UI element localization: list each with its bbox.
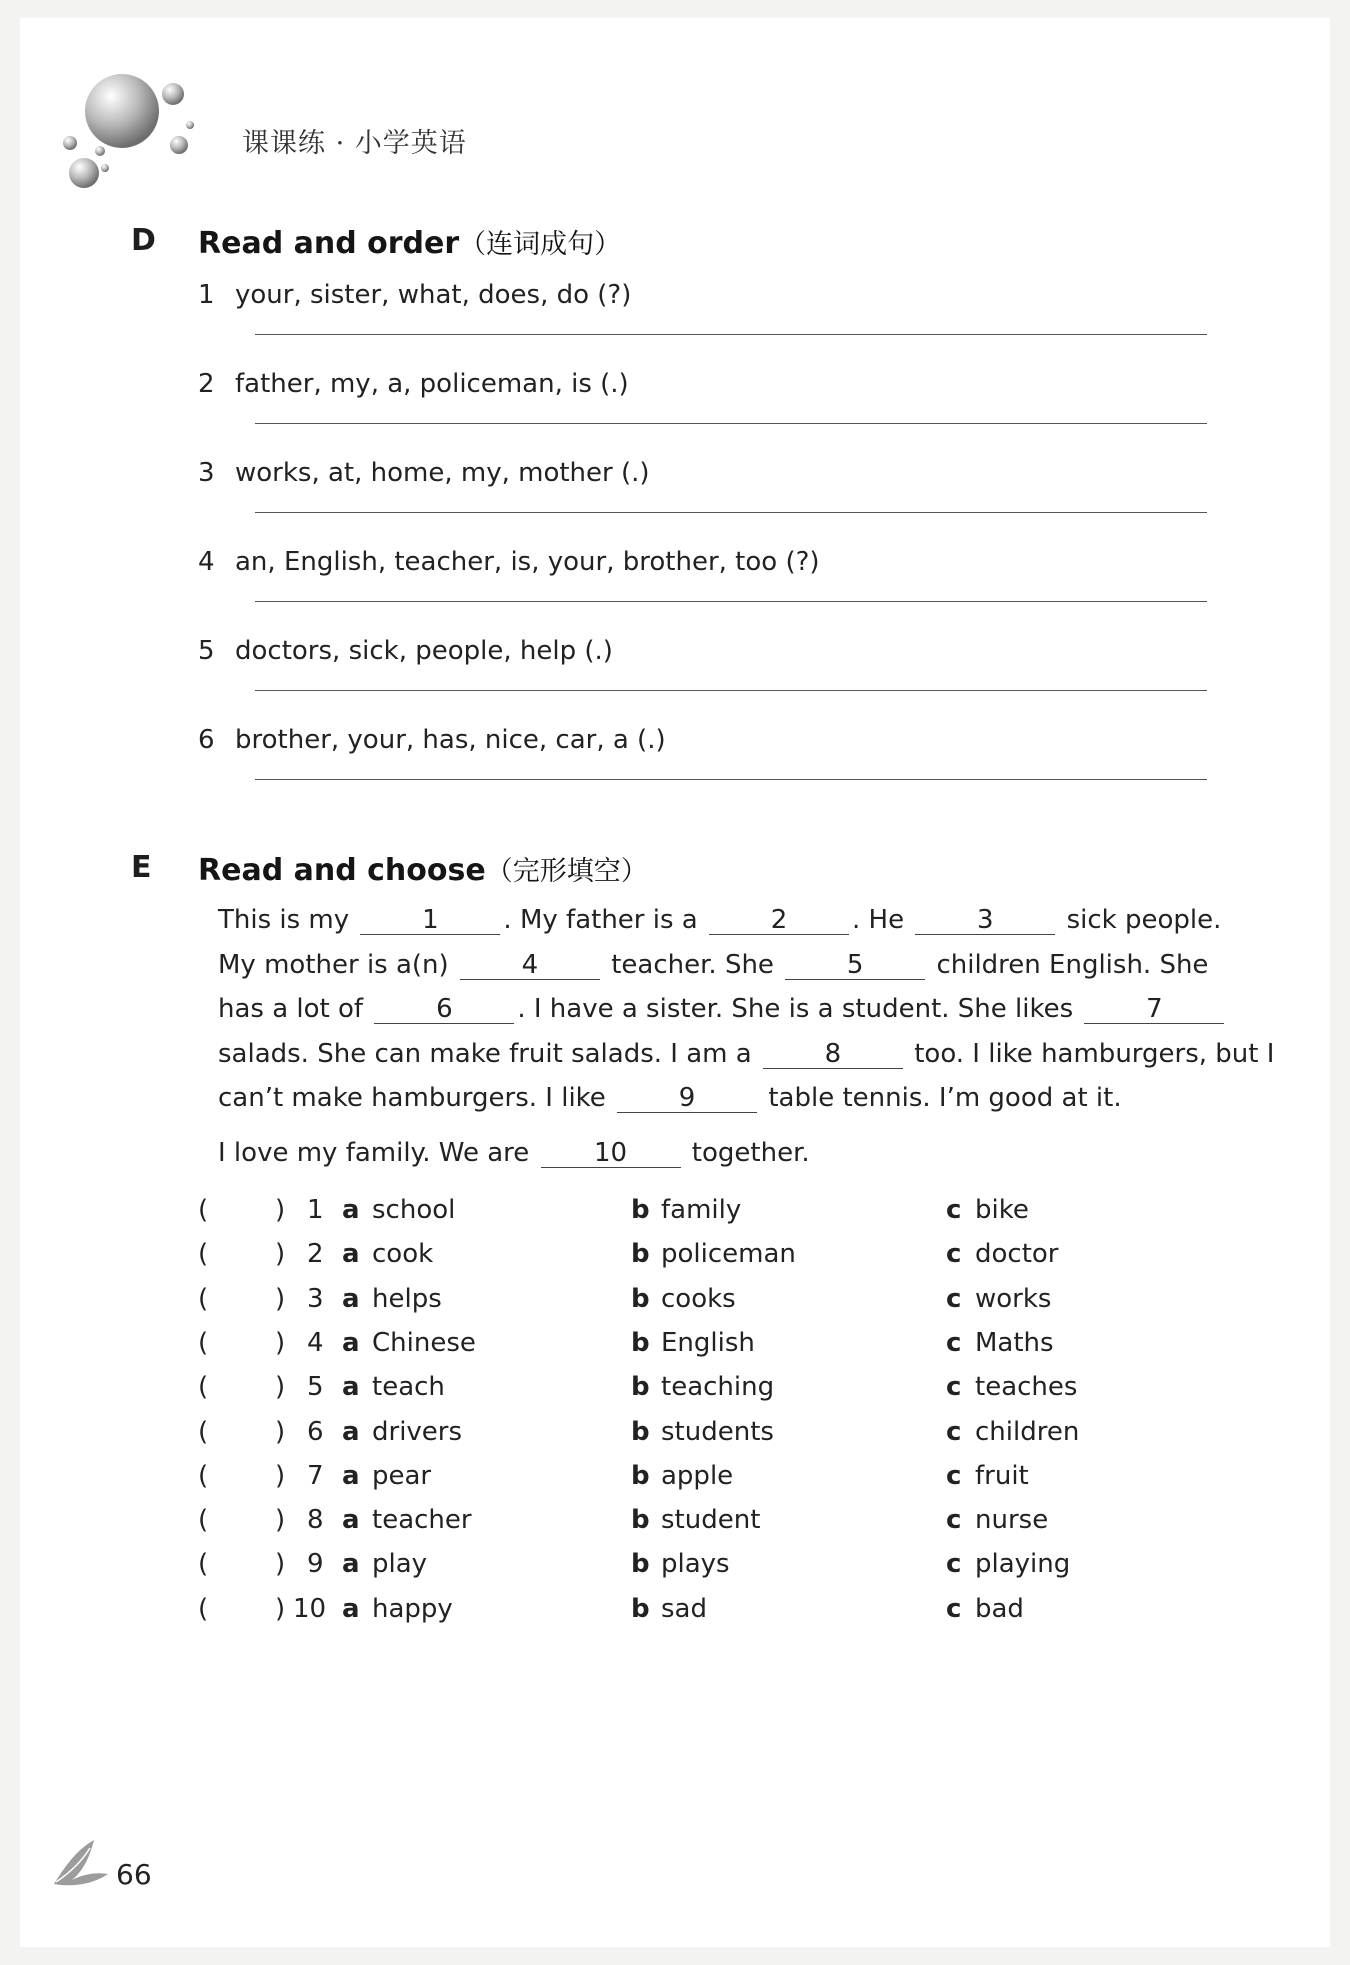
blank-4[interactable]: 4 — [460, 951, 600, 980]
passage-text: children English. She — [936, 949, 1209, 980]
option-b-label: b — [631, 1460, 650, 1491]
option-row — [20, 1328, 1330, 1372]
option-c[interactable]: fruit — [975, 1460, 1029, 1491]
answer-paren-close[interactable]: ) — [275, 1239, 286, 1270]
option-a[interactable]: pear — [372, 1460, 432, 1491]
section-d-title — [198, 222, 621, 261]
question-number: 1 — [307, 1195, 324, 1225]
option-c[interactable]: bad — [975, 1593, 1024, 1624]
item-text: your, sister, what, does, do (?) — [235, 280, 632, 310]
answer-paren-close[interactable]: ) — [275, 1416, 286, 1447]
leaf-icon — [50, 1838, 114, 1888]
option-b[interactable]: sad — [661, 1593, 707, 1624]
option-c[interactable]: teaches — [975, 1372, 1078, 1403]
section-e-letter: E — [131, 850, 152, 885]
passage-line — [218, 987, 1218, 1032]
answer-paren-close[interactable]: ) — [275, 1593, 286, 1624]
option-a[interactable]: teacher — [372, 1505, 472, 1536]
answer-line[interactable] — [255, 423, 1207, 424]
item-text: an, English, teacher, is, your, brother, too (?) — [235, 547, 820, 577]
cloze-passage — [218, 898, 1275, 1121]
answer-line[interactable] — [255, 334, 1207, 335]
option-row — [20, 1417, 1330, 1461]
question-number: 2 — [307, 1239, 324, 1270]
option-row — [20, 1549, 1330, 1593]
answer-paren-open: ( — [198, 1195, 209, 1225]
option-c-label: c — [946, 1460, 962, 1491]
item-text: brother, your, has, nice, car, a (.) — [235, 725, 666, 755]
blank-1[interactable]: 1 — [360, 906, 500, 935]
answer-line[interactable] — [255, 601, 1207, 602]
option-a-label: a — [342, 1505, 360, 1536]
answer-paren-close[interactable]: ) — [275, 1283, 286, 1314]
option-row — [20, 1239, 1330, 1283]
answer-paren-open: ( — [198, 1505, 209, 1536]
option-b[interactable]: apple — [661, 1460, 734, 1491]
page-header-title: 课课练 · 小学英语 — [242, 128, 467, 159]
answer-paren-open: ( — [198, 1593, 209, 1624]
passage-text: This is my — [218, 905, 350, 935]
passage-text: sick people. — [1066, 905, 1222, 935]
passage-text: I love my family. We are — [218, 1138, 530, 1168]
answer-paren-close[interactable]: ) — [275, 1460, 286, 1491]
option-b[interactable]: policeman — [661, 1239, 796, 1270]
item-text: works, at, home, my, mother (.) — [235, 458, 650, 488]
question-number: 7 — [307, 1460, 324, 1491]
item-number: 6 — [198, 725, 215, 755]
option-b[interactable]: teaching — [661, 1372, 775, 1403]
answer-line[interactable] — [255, 779, 1207, 780]
option-c[interactable]: works — [975, 1283, 1052, 1314]
section-e-title-en: Read and choose — [198, 853, 486, 888]
option-b-label: b — [631, 1327, 650, 1358]
question-number: 10 — [293, 1593, 327, 1624]
item-number: 1 — [198, 280, 215, 310]
option-b-label: b — [631, 1195, 650, 1225]
question-number: 8 — [307, 1505, 324, 1536]
option-c[interactable]: children — [975, 1416, 1080, 1447]
passage-text: can’t make hamburgers. I like — [218, 1083, 606, 1113]
passage-line — [218, 943, 1218, 988]
option-a-label: a — [342, 1549, 360, 1580]
option-c-label: c — [946, 1327, 962, 1358]
answer-paren-close[interactable]: ) — [275, 1549, 286, 1580]
passage-text: My mother is a(n) — [218, 949, 449, 980]
option-a-label: a — [342, 1283, 360, 1314]
answer-paren-open: ( — [198, 1416, 209, 1447]
section-d-title-cn: （连词成句） — [459, 229, 622, 260]
option-row — [20, 1195, 1330, 1239]
passage-text: teacher. She — [611, 949, 774, 980]
question-number: 5 — [307, 1372, 324, 1403]
option-a[interactable]: play — [372, 1549, 428, 1580]
option-a[interactable]: teach — [372, 1372, 445, 1403]
blank-9[interactable]: 9 — [617, 1084, 757, 1113]
blank-3[interactable]: 3 — [915, 906, 1055, 935]
option-b-label: b — [631, 1372, 650, 1403]
passage-closing-line — [218, 1138, 810, 1168]
option-a-label: a — [342, 1195, 360, 1225]
question-number: 9 — [307, 1549, 324, 1580]
question-number: 6 — [307, 1416, 324, 1447]
option-b-label: b — [631, 1283, 650, 1314]
answer-paren-close[interactable]: ) — [275, 1195, 286, 1225]
passage-line — [218, 898, 1222, 943]
blank-7[interactable]: 7 — [1084, 995, 1224, 1024]
blank-8[interactable]: 8 — [763, 1040, 903, 1069]
page-number: 66 — [116, 1858, 152, 1891]
answer-paren-close[interactable]: ) — [275, 1505, 286, 1536]
item-number: 4 — [198, 547, 215, 577]
answer-paren-close[interactable]: ) — [275, 1327, 286, 1358]
passage-text: . My father is a — [503, 905, 698, 935]
option-row — [20, 1461, 1330, 1505]
passage-text: table tennis. I’m good at it. — [768, 1083, 1122, 1113]
item-number: 5 — [198, 636, 215, 666]
option-c-label: c — [946, 1195, 962, 1225]
answer-paren-open: ( — [198, 1460, 209, 1491]
option-b[interactable]: plays — [661, 1549, 730, 1580]
option-row — [20, 1284, 1330, 1328]
option-row — [20, 1505, 1330, 1549]
item-number: 3 — [198, 458, 215, 488]
option-a[interactable]: cook — [372, 1239, 434, 1270]
section-d-title-en: Read and order — [198, 226, 460, 261]
option-a-label: a — [342, 1372, 360, 1403]
section-e-title — [198, 849, 648, 888]
option-b[interactable]: English — [661, 1327, 755, 1358]
option-c[interactable]: doctor — [975, 1239, 1059, 1270]
answer-paren-open: ( — [198, 1549, 209, 1580]
option-b-label: b — [631, 1239, 650, 1270]
answer-paren-open: ( — [198, 1327, 209, 1358]
blank-5[interactable]: 5 — [785, 951, 925, 980]
option-c[interactable]: bike — [975, 1195, 1029, 1225]
option-b-label: b — [631, 1593, 650, 1624]
question-number: 3 — [307, 1283, 324, 1314]
option-a-label: a — [342, 1416, 360, 1447]
item-number: 2 — [198, 369, 215, 399]
option-c[interactable]: Maths — [975, 1327, 1054, 1358]
option-c-label: c — [946, 1239, 962, 1270]
passage-line — [218, 1032, 1275, 1077]
workbook-page — [20, 18, 1330, 1947]
item-text: father, my, a, policeman, is (.) — [235, 369, 629, 399]
answer-line[interactable] — [255, 512, 1207, 513]
passage-line — [218, 1076, 1218, 1121]
option-a-label: a — [342, 1327, 360, 1358]
option-a[interactable]: Chinese — [372, 1327, 476, 1358]
bubbles-decoration-icon — [60, 73, 210, 193]
answer-paren-close[interactable]: ) — [275, 1372, 286, 1403]
option-a[interactable]: drivers — [372, 1416, 463, 1447]
blank-10[interactable]: 10 — [541, 1139, 681, 1168]
option-c[interactable]: playing — [975, 1549, 1071, 1580]
passage-text: . He — [851, 905, 905, 935]
answer-line[interactable] — [255, 690, 1207, 691]
option-row — [20, 1594, 1330, 1638]
option-c-label: c — [946, 1416, 962, 1447]
answer-paren-open: ( — [198, 1372, 209, 1403]
option-c-label: c — [946, 1372, 962, 1403]
question-number: 4 — [307, 1327, 324, 1358]
option-a-label: a — [342, 1460, 360, 1491]
option-c-label: c — [946, 1549, 962, 1580]
section-d-letter: D — [131, 223, 156, 258]
option-c-label: c — [946, 1505, 962, 1536]
option-b-label: b — [631, 1549, 650, 1580]
option-b[interactable]: student — [661, 1505, 761, 1536]
answer-paren-open: ( — [198, 1283, 209, 1314]
option-b[interactable]: students — [661, 1416, 774, 1447]
option-c[interactable]: nurse — [975, 1505, 1049, 1536]
option-a-label: a — [342, 1239, 360, 1270]
option-row — [20, 1372, 1330, 1416]
option-c-label: c — [946, 1283, 962, 1314]
answer-paren-open: ( — [198, 1239, 209, 1270]
option-b-label: b — [631, 1416, 650, 1447]
option-a[interactable]: happy — [372, 1593, 453, 1624]
passage-text: salads. She can make fruit salads. I am a — [218, 1038, 752, 1069]
option-b[interactable]: cooks — [661, 1283, 736, 1314]
passage-text: too. I like hamburgers, but I — [914, 1038, 1275, 1069]
passage-text: together. — [691, 1138, 810, 1168]
passage-text: . I have a sister. She is a student. She likes — [517, 994, 1074, 1024]
option-a[interactable]: school — [372, 1195, 456, 1225]
option-b-label: b — [631, 1505, 650, 1536]
blank-2[interactable]: 2 — [709, 906, 849, 935]
item-text: doctors, sick, people, help (.) — [235, 636, 613, 666]
option-a-label: a — [342, 1593, 360, 1624]
passage-text: has a lot of — [218, 994, 364, 1024]
option-b[interactable]: family — [661, 1195, 742, 1225]
option-a[interactable]: helps — [372, 1283, 442, 1314]
blank-6[interactable]: 6 — [374, 995, 514, 1024]
option-c-label: c — [946, 1593, 962, 1624]
section-e-title-cn: （完形填空） — [485, 856, 648, 887]
